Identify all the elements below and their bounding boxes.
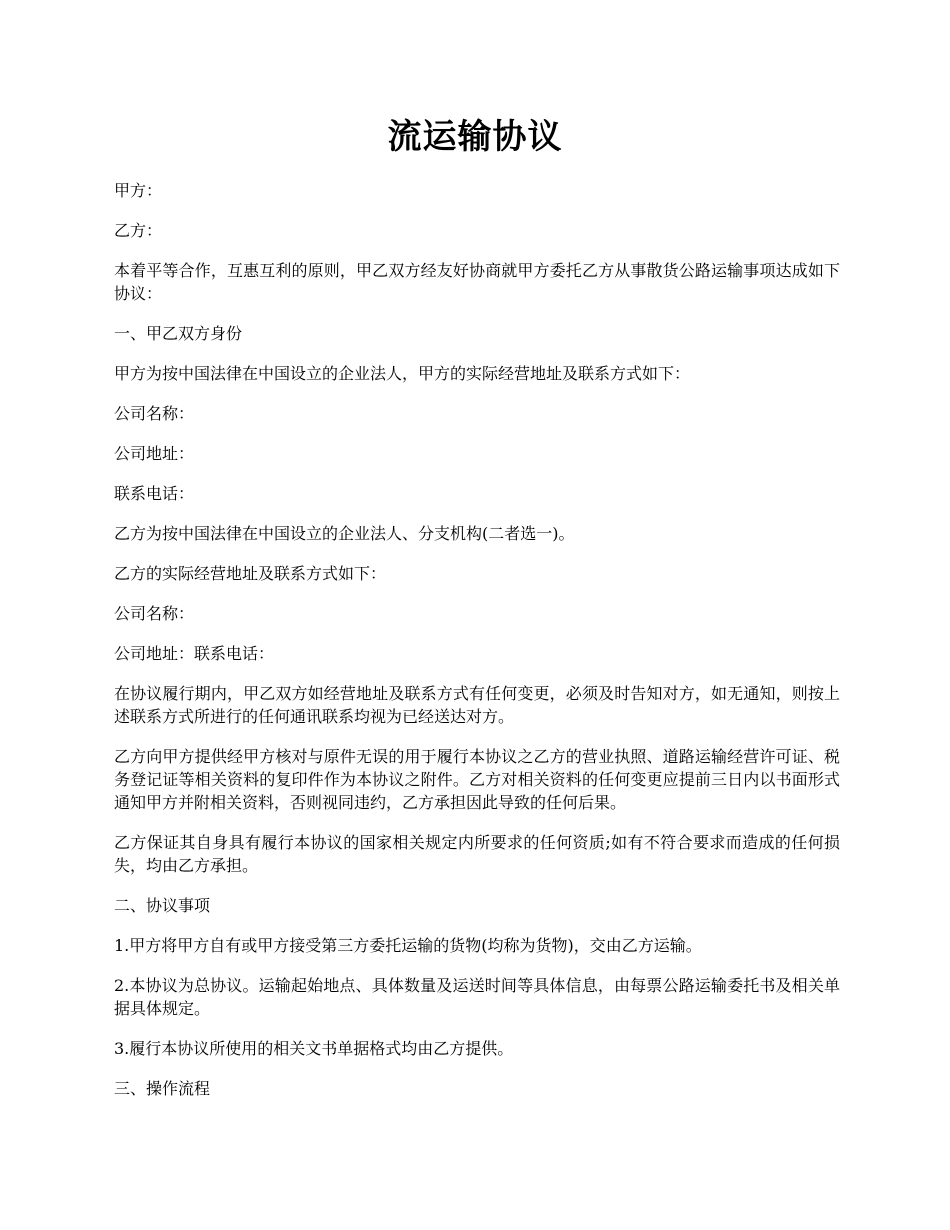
document-body [114,179,840,1117]
paragraph-qualification: 乙方保证其自身具有履行本协议的国家相关规定内所要求的任何资质;如有不符合要求而造成的任何损失，均由乙方承担。 [114,833,840,875]
paragraph-item-3: 3.履行本协议所使用的相关文书单据格式均由乙方提供。 [114,1039,514,1058]
paragraph-company-name-a: 公司名称： [114,404,195,423]
paragraph-party-b: 乙方： [114,221,163,240]
paragraph-contact-change: 在协议履行期内，甲乙双方如经营地址及联系方式有任何变更，必须及时告知对方，如无通知，则按上述联系方式所进行的任何通讯联系均视为已经送达对方。 [114,684,840,726]
paragraph-party-a-identity: 甲方为按中国法律在中国设立的企业法人，甲方的实际经营地址及联系方式如下： [114,364,691,383]
paragraph-party-b-identity: 乙方为按中国法律在中国设立的企业法人、分支机构(二者选一)。 [114,524,575,543]
document-title: 流运输协议 [387,117,563,157]
paragraph-item-2: 2.本协议为总协议。运输起始地点、具体数量及运送时间等具体信息，由每票公路运输委托书及相关单据具体规定。 [114,976,840,1018]
paragraph-preamble: 本着平等合作，互惠互利的原则，甲乙双方经友好协商就甲方委托乙方从事散货公路运输事项达成如下协议： [114,261,840,303]
paragraph-company-address-phone-b: 公司地址：联系电话： [114,644,275,663]
section-heading-3: 三、操作流程 [114,1079,211,1098]
paragraph-documents: 乙方向甲方提供经甲方核对与原件无误的用于履行本协议之乙方的营业执照、道路运输经营许可证、税务登记证等相关资料的复印件作为本协议之附件。乙方对相关资料的任何变更应提前三日内以书面形式通知甲方并附相关资料，否则视同违约，乙方承担因此导致的任何后果。 [114,747,840,812]
paragraph-party-b-contact: 乙方的实际经营地址及联系方式如下： [114,564,387,583]
paragraph-company-address-a: 公司地址： [114,444,195,463]
paragraph-item-1: 1.甲方将甲方自有或甲方接受第三方委托运输的货物(均称为货物)，交由乙方运输。 [114,936,702,955]
paragraph-party-a: 甲方： [114,181,163,200]
paragraph-phone-a: 联系电话： [114,484,195,503]
section-heading-1: 一、甲乙双方身份 [114,324,243,343]
section-heading-2: 二、协议事项 [114,896,211,915]
paragraph-company-name-b: 公司名称： [114,604,195,623]
